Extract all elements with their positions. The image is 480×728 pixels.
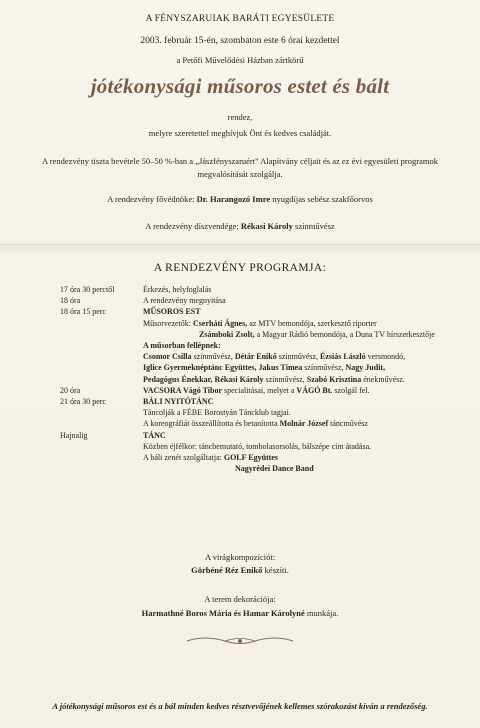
program-text: Közben éjfélkor: táncbemutató, tombolasorsolás, bálszépe cím átadása.	[143, 441, 372, 451]
program-text: BÁLI NYITÓTÁNC	[143, 397, 214, 406]
text-run: színművész,	[276, 352, 321, 362]
program-text	[143, 374, 405, 385]
choreo-role: táncművész	[330, 419, 368, 429]
choreo-label: A koreográfiát összeállította és betanította	[143, 419, 280, 429]
text-run: Szabó Krisztina	[306, 374, 362, 384]
text-run: specialitásai, melyet a	[222, 385, 297, 395]
program-title: A RENDEZVÉNY PROGRAMJA:	[153, 262, 327, 274]
text-run: színművész,	[263, 374, 307, 384]
text-run: színművész,	[302, 363, 346, 373]
text-run: Nagy Judit,	[345, 363, 386, 373]
text-run: Csomor Csilla	[143, 352, 192, 362]
program-text: TÁNC	[143, 430, 166, 440]
host2-name: Zsámboki Zsolt,	[199, 329, 257, 339]
program-text	[143, 452, 278, 463]
fold-line	[0, 244, 480, 245]
hosts-label: Műsorvezetők:	[143, 318, 193, 328]
text-run: Ézsiás László	[320, 352, 366, 362]
program-time: 18 óra	[60, 296, 81, 306]
program-text: MŰSOROS EST	[143, 307, 201, 317]
decor-label: A terem dekorációja:	[204, 594, 276, 604]
date-line: 2003. február 15-én, szombaton este 6 órai kezdettel	[140, 36, 340, 46]
flowers-label: A virágkompozíciót:	[204, 552, 276, 562]
flowers-line	[0, 565, 480, 575]
intro-rendez: rendez,	[227, 112, 253, 122]
program-time: 17 óra 30 perctől	[60, 285, 115, 294]
text-run: VÁGÓ Bt.	[296, 385, 333, 395]
program-time: 20 óra	[60, 385, 81, 395]
organization-name: A FÉNYSZARUIAK BARÁTI EGYESÜLETE	[145, 14, 335, 24]
program-text: A rendezvény megnyitása	[143, 296, 226, 306]
decor-suffix: munkája.	[306, 608, 339, 618]
program-time: 21 óra 30 perc	[60, 397, 106, 406]
program-text: Érkezés, helyfoglalás	[143, 285, 212, 294]
text-run: Détár Enikő	[234, 352, 277, 362]
text-run: színművész,	[191, 352, 235, 362]
program-time: Hajnalig	[60, 430, 88, 440]
text-run: Jakus Tímea	[258, 363, 303, 373]
patron-role: nyugdíjas sebész szakfőorvos	[272, 194, 373, 204]
program-text: Táncolják a FÉBE Borostyán Táncklub tagjai.	[143, 408, 291, 418]
program-time: 18 óra 15 perc	[60, 307, 106, 317]
text-run: VACSORA Vágó Tibor	[143, 385, 222, 395]
decor-names: Harmathné Boros Mária és Hamar Károlyné	[141, 608, 305, 618]
program-text	[143, 318, 377, 329]
program-text	[143, 385, 370, 396]
program-text	[199, 329, 435, 340]
patron-name: Dr. Harangozó Imre	[196, 194, 271, 204]
text-run: énekművész.	[361, 374, 405, 384]
text-run: szolgál fel.	[332, 385, 370, 395]
guest-label: A rendezvény díszvendége:	[145, 221, 239, 231]
decor-line	[0, 608, 480, 618]
program-text	[143, 351, 405, 362]
guest-name: Rékasi Károly	[240, 221, 293, 231]
footer-wish: A jótékonysági műsoros est és a bál minden kedves résztvevőjének kellemes szórakozást kíván a rendezőség.	[52, 701, 428, 711]
event-title: jótékonysági műsoros estet és bált	[90, 74, 390, 98]
music-band: GOLF Együttes	[223, 453, 279, 462]
host2-role: a Magyar Rádió bemondója, a Duna TV hírszerkesztője	[256, 329, 435, 339]
text-run: versmondó,	[365, 352, 406, 362]
program-text	[143, 418, 368, 429]
text-run: Iglice Gyermeknéptánc Együttes,	[143, 363, 259, 373]
choreo-name: Molnár József	[279, 419, 331, 429]
intro-invitation: melyre szeretettel meghívjuk Önt és kedves családját.	[148, 128, 332, 138]
guest-role: színművész	[295, 221, 335, 231]
guest-line	[0, 221, 480, 231]
program-text: A műsorban fellépnek:	[143, 341, 221, 350]
program-text	[143, 362, 385, 373]
venue-line: a Petőfi Művelődési Házban zártkörű	[176, 55, 304, 65]
text-run: Pedagógus Énekkar, Rékasi Károly	[143, 374, 264, 384]
flowers-name: Görbéné Réz Enikő	[191, 565, 263, 575]
host1-name: Cserháti Ágnes,	[193, 318, 250, 328]
music-label: A báli zenét szolgáltatja:	[143, 453, 224, 462]
host1-role: az MTV bemondója, szerkesztő riporter	[249, 318, 377, 328]
intro-proceeds: A rendezvény tiszta bevétele 50–50 %-ban a „Jászfényszaruért" Alapítvány céljait és az ez évi egyesületi programok megvalósítását szolgálja.	[42, 156, 438, 179]
flowers-suffix: készíti.	[264, 565, 289, 575]
patron-line	[0, 194, 480, 204]
ornament-divider	[185, 634, 295, 648]
program-text: Nagyrédei Dance Band	[235, 464, 314, 474]
patron-label: A rendezvény fővédnöke:	[107, 194, 195, 204]
